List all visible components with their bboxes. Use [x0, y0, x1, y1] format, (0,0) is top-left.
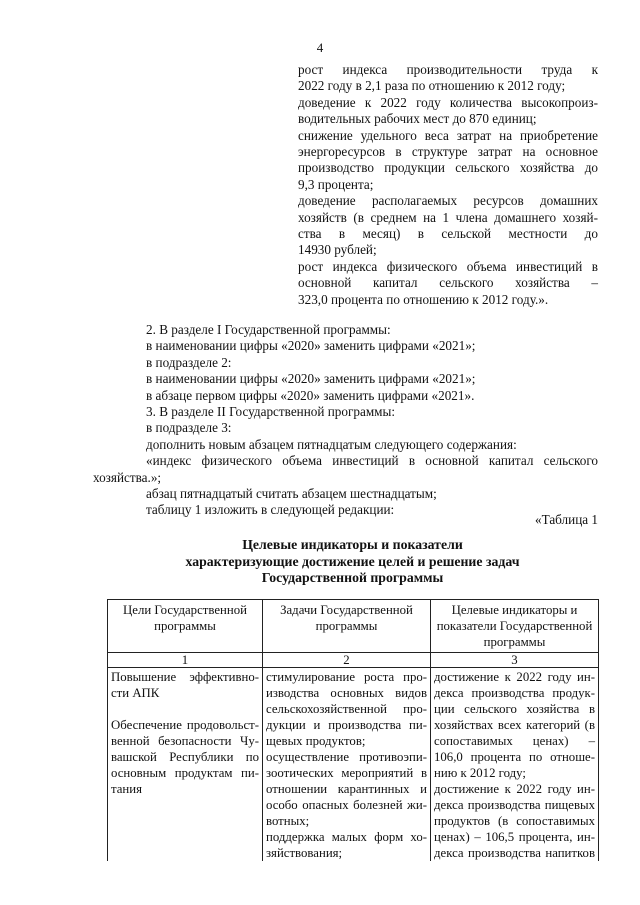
paragraph: в наименовании цифры «2020» заменить цифрами «2021»;	[146, 371, 476, 387]
cell-line: зяйствования;	[266, 846, 343, 860]
text-line: 2022 году в 2,1 раза по отношению к 2012 году;	[298, 78, 566, 94]
header-indicators: Целевые индикаторы и показатели Государственной программы	[431, 600, 599, 653]
cell-line: ценах) – 106,5 процента, ин-	[434, 830, 595, 844]
cell-line: сельскохозяйственной про-	[266, 702, 427, 716]
text-line: доведение располагаемых ресурсов домашних	[298, 193, 598, 209]
cell-line: стимулирование роста про-	[266, 670, 427, 684]
text-line: энергоресурсов в структуре затрат на основное	[298, 144, 598, 160]
text-line: производство продукции сельского хозяйства до	[298, 160, 598, 176]
table-header-row	[108, 600, 599, 653]
cell-line: вашской Республики по	[111, 750, 259, 764]
cell-line: продуктов (в сопоставимых	[434, 814, 595, 828]
paragraph: хозяйства.»;	[93, 469, 162, 485]
table-title-line: характеризующие достижение целей и решение задач	[185, 553, 520, 569]
paragraph: 2. В разделе I Государственной программы:	[146, 322, 391, 337]
text-line: доведение к 2022 году количества высокопроиз-	[298, 94, 598, 110]
header-goals: Цели Государственной программы	[108, 600, 263, 653]
page-number: 4	[316, 40, 324, 55]
table-title	[107, 537, 598, 587]
paragraph: 3. В разделе II Государственной программы:	[146, 404, 396, 420]
cell-line: ции сельского хозяйства в	[434, 702, 595, 716]
main-text	[93, 322, 598, 519]
column-number: 2	[263, 653, 431, 668]
cell-line: дукции и производства пи-	[266, 718, 427, 732]
column-number: 1	[108, 653, 263, 668]
paragraph: дополнить новым абзацем пятнадцатым следующего содержания:	[146, 436, 517, 452]
text-line: хозяйств (в среднем на 1 члена домашнего хозяй-	[298, 209, 598, 225]
cell-line: вотных;	[266, 814, 310, 828]
cell-line: нию к 2012 году;	[434, 766, 526, 780]
cell-line: сти АПК	[111, 686, 160, 700]
cell-line: декса производства пищевых	[434, 798, 595, 812]
text-line: основной капитал сельского хозяйства –	[298, 275, 598, 291]
text-line: ства в месяц) в сельской местности до	[298, 226, 598, 242]
text-line: снижение удельного веса затрат на приобретение	[298, 127, 598, 143]
text-line: водительных рабочих мест до 870 единиц;	[298, 111, 537, 127]
cell-line: зоотических мероприятий в	[266, 766, 427, 780]
paragraph: в абзаце первом цифры «2020» заменить цифрами «2021».	[146, 387, 475, 403]
indicators-cell	[431, 668, 599, 862]
goals-cell	[108, 668, 263, 862]
cell-line: сопоставимых ценах) –	[434, 734, 595, 748]
text-line: 9,3 процента;	[298, 176, 374, 192]
cell-line: декса производства продук-	[434, 686, 595, 700]
cell-line: тания	[111, 782, 143, 796]
text-line: рост индекса физического объема инвестиций в	[298, 258, 598, 274]
column-number-row	[108, 653, 599, 668]
cell-line: 106,0 процента по отноше-	[434, 750, 595, 764]
text-line: рост индекса производительности труда к	[298, 62, 598, 77]
cell-line: отношении карантинных и	[266, 782, 427, 796]
cell-line: Обеспечение продовольст-	[111, 718, 259, 732]
tasks-cell	[263, 668, 431, 862]
cell-line: особо опасных болезней жи-	[266, 798, 427, 812]
column-number: 3	[431, 653, 599, 668]
cell-line: венной безопасности Чу-	[111, 734, 259, 748]
paragraph: «индекс физического объема инвестиций в основной капитал сельского	[146, 453, 598, 469]
cell-line: достижение к 2022 году ин-	[434, 670, 595, 684]
paragraph: в наименовании цифры «2020» заменить цифрами «2021»;	[146, 338, 476, 354]
cell-line: декса производства напитков	[434, 846, 595, 860]
paragraph: таблицу 1 изложить в следующей редакции:	[146, 502, 395, 518]
top-text-block	[298, 62, 598, 308]
table-row	[108, 668, 599, 862]
cell-line: осуществление противоэпи-	[266, 750, 427, 764]
cell-line: изводства основных видов	[266, 686, 427, 700]
indicators-table	[107, 599, 599, 861]
cell-line: хозяйствах всех категорий (в	[434, 718, 595, 732]
cell-line: основным продуктам пи-	[111, 766, 259, 780]
header-tasks: Задачи Государственной программы	[263, 600, 431, 653]
table-title-line: Целевые индикаторы и показатели	[242, 537, 463, 552]
text-line: 323,0 процента по отношению к 2012 году.».	[298, 291, 549, 307]
cell-line: Повышение эффективно-	[111, 670, 259, 684]
table-title-line: Государственной программы	[261, 570, 444, 585]
cell-line: достижение к 2022 году ин-	[434, 782, 595, 796]
cell-line: щевых продуктов;	[266, 734, 366, 748]
table-caption: «Таблица 1	[535, 512, 598, 527]
paragraph: абзац пятнадцатый считать абзацем шестнадцатым;	[146, 486, 437, 502]
cell-line: поддержка малых форм хо-	[266, 830, 427, 844]
text-line: 14930 рублей;	[298, 242, 377, 258]
paragraph: в подразделе 2:	[146, 354, 232, 370]
paragraph: в подразделе 3:	[146, 420, 232, 436]
